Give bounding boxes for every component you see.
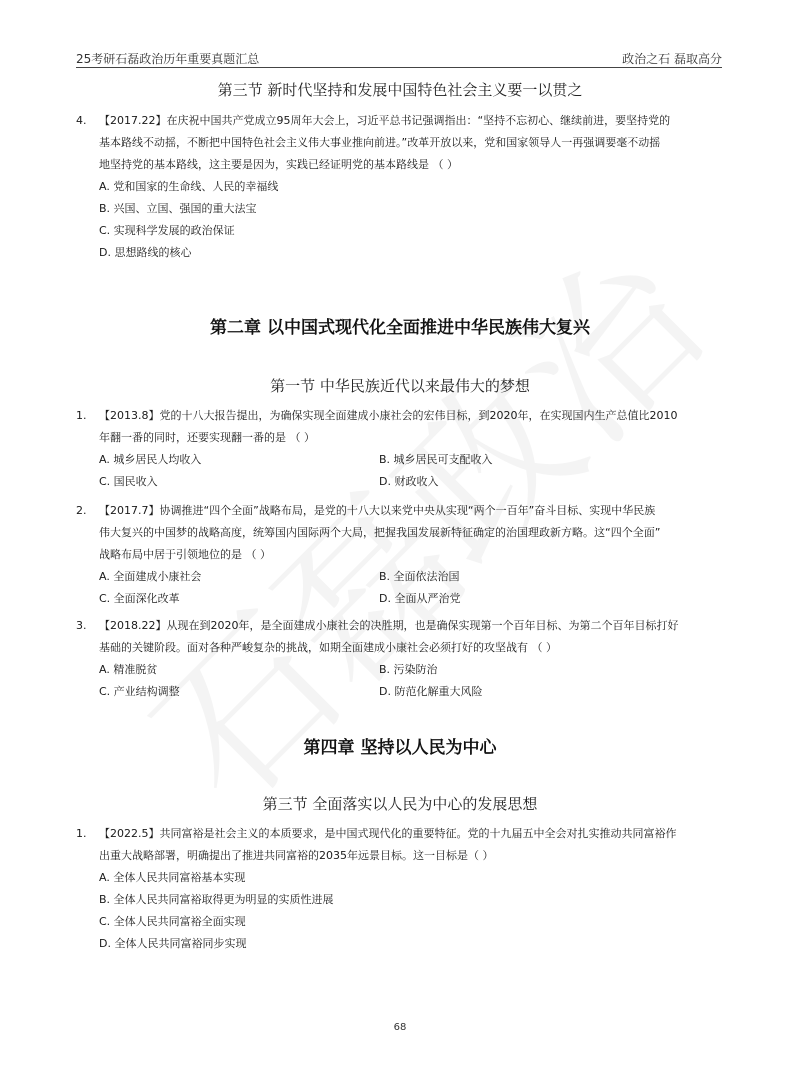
header-rule [76,67,722,68]
question-1 [76,405,726,493]
page-number: 68 [393,1022,407,1033]
question-3 [76,615,726,703]
question-number: 1. [76,827,87,840]
option-a: A. 全体人民共同富裕基本实现 [99,871,246,884]
header-title: 25考研石磊政治历年重要真题汇总 [76,52,260,66]
option-b: B. 城乡居民可支配收入 [379,453,493,466]
question-1-chapter-4 [76,823,726,955]
option-b: B. 污染防治 [379,663,438,676]
section-title-1: 第三节 新时代坚持和发展中国特色社会主义要一以贯之 [217,81,583,99]
option-b: B. 兴国、立国、强国的重大法宝 [99,202,257,215]
question-stem-line: 基础的关键阶段。面对各种严峻复杂的挑战，如期全面建成小康社会必须打好的攻坚战有 （ ） [99,641,557,654]
question-stem-line: 伟大复兴的中国梦的战略高度，统筹国内国际两个大局，把握我国发展新特征确定的治国理政新方略。这“四个全面” [99,526,661,539]
header-slogan: 政治之石 磊取高分 [622,52,722,66]
chapter-title-4: 第四章 坚持以人民为中心 [303,738,497,758]
question-number: 4. [76,114,87,127]
option-c: C. 全面深化改革 [99,592,180,605]
option-d: D. 财政收入 [379,475,439,488]
question-stem-line: 年翻一番的同时，还要实现翻一番的是 （ ） [99,431,315,444]
page-header [76,46,722,68]
question-stem-line: 地坚持党的基本路线，这主要是因为，实践已经证明党的基本路线是 （ ） [99,158,458,171]
question-number: 1. [76,409,87,422]
question-stem-line: 基本路线不动摇，不断把中国特色社会主义伟大事业推向前进。”改革开放以来，党和国家领导人一再强调要毫不动摇 [99,136,661,149]
option-a: A. 全面建成小康社会 [99,570,202,583]
option-c: C. 产业结构调整 [99,685,180,698]
question-stem-line: 【2017.7】协调推进“四个全面”战略布局，是党的十八大以来党中央从实现“两个一百年”奋斗目标、实现中华民族 [99,504,656,517]
option-a: A. 党和国家的生命线、人民的幸福线 [99,180,279,193]
option-b: B. 全面依法治国 [379,570,460,583]
option-a: A. 精准脱贫 [99,663,158,676]
question-stem-line: 【2017.22】在庆祝中国共产党成立95周年大会上，习近平总书记强调指出：“坚持不忘初心、继续前进，要坚持党的 [99,114,671,127]
question-stem-line: 【2022.5】共同富裕是社会主义的本质要求，是中国式现代化的重要特征。党的十九届五中全会对扎实推动共同富裕作 [99,827,677,840]
option-c: C. 国民收入 [99,475,158,488]
question-stem-line: 出重大战略部署，明确提出了推进共同富裕的2035年远景目标。这一目标是（ ） [99,849,494,862]
option-c: C. 全体人民共同富裕全面实现 [99,915,246,928]
option-b: B. 全体人民共同富裕取得更为明显的实质性进展 [99,893,334,906]
question-stem-line: 【2018.22】从现在到2020年，是全面建成小康社会的决胜期，也是确保实现第一个百年目标、为第二个百年目标打好 [99,619,679,632]
option-d: D. 防范化解重大风险 [379,685,483,698]
question-stem-line: 【2013.8】党的十八大报告提出，为确保实现全面建成小康社会的宏伟目标，到2020年，在实现国内生产总值比2010 [99,409,678,422]
question-number: 3. [76,619,87,632]
option-d: D. 全体人民共同富裕同步实现 [99,937,247,950]
section-title-2: 第一节 中华民族近代以来最伟大的梦想 [270,377,530,395]
question-2 [76,500,726,610]
option-c: C. 实现科学发展的政治保证 [99,224,235,237]
question-4 [76,110,726,264]
chapter-title-2: 第二章 以中国式现代化全面推进中华民族伟大复兴 [210,318,590,338]
question-number: 2. [76,504,87,517]
section-title-3: 第三节 全面落实以人民为中心的发展思想 [262,795,538,813]
option-d: D. 全面从严治党 [379,592,461,605]
question-stem-line: 战略布局中居于引领地位的是 （ ） [99,548,271,561]
option-d: D. 思想路线的核心 [99,246,192,259]
option-a: A. 城乡居民人均收入 [99,453,202,466]
